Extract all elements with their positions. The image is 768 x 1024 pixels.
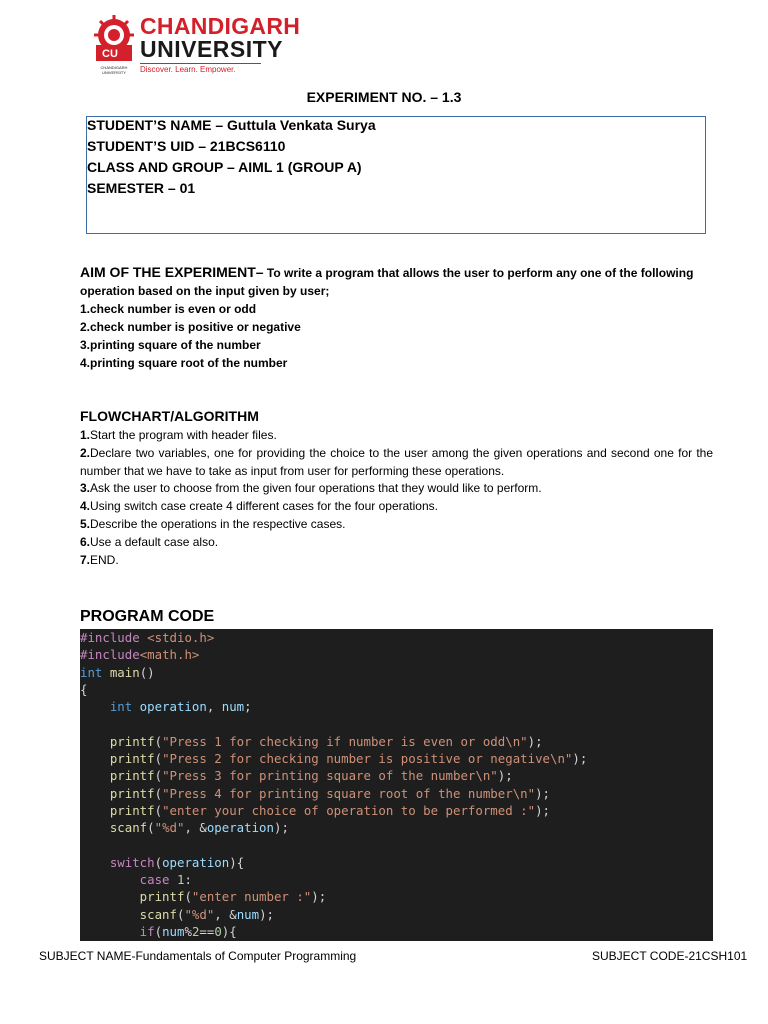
logo-emblem-subtext: CHANDIGARH UNIVERSITY [100,65,128,75]
code-line [80,733,713,750]
step-number: 3. [80,481,91,496]
step-number: 2. [80,445,91,460]
code-token: 0 [214,924,222,940]
code-token: ){ [221,924,237,940]
code-token: () [139,664,155,680]
code-line [80,698,713,715]
aim-item: 1.check number is even or odd [80,302,257,316]
algorithm-step [80,498,713,516]
code-token: ); [527,733,543,749]
code-token: <math.h> [139,647,200,663]
code-line [80,767,713,784]
code-token: % [184,924,192,940]
code-line [80,629,713,646]
code-token: "Press 4 for printing square root of the number\n" [162,785,536,801]
code-token: if [80,924,155,940]
algorithm-steps [80,427,713,569]
code-token: num [162,924,185,940]
code-token: ( [176,906,185,922]
code-token: ( [154,785,163,801]
aim-item: 4.printing square root of the number [80,356,288,370]
student-semester: SEMESTER – 01 [87,180,196,196]
code-token: printf [80,733,155,749]
code-token: "enter number :" [191,889,312,905]
code-token: ( [154,802,163,818]
code-token: "%d" [154,820,185,836]
code-token: printf [80,802,155,818]
code-token: int [80,699,133,715]
code-token: ); [497,768,513,784]
code-token: switch [80,854,155,870]
aim-heading: AIM OF THE EXPERIMENT– [80,264,264,280]
algorithm-step [80,445,713,481]
student-class-group: CLASS AND GROUP – AIML 1 (GROUP A) [87,159,362,175]
code-line [80,785,713,802]
code-token: printf [80,751,155,767]
code-line [80,802,713,819]
footer-subject-name: SUBJECT NAME-Fundamentals of Computer Programming [39,949,357,963]
code-token: , & [214,906,237,922]
code-token: "enter your choice of operation to be performed :" [162,802,536,818]
code-token: ); [535,802,550,818]
code-line [80,837,713,854]
code-line [80,871,713,888]
code-token: , [206,699,222,715]
code-token: operation [206,820,274,836]
logo-emblem-text: CU [102,48,118,60]
code-token: == [199,924,215,940]
code-token: ( [154,733,163,749]
student-info-box [86,116,706,234]
logo-name-line1: CHANDIGARH [140,13,301,39]
code-token: "%d" [184,906,215,922]
code-token: num [236,906,260,922]
code-token: operation [162,854,230,870]
code-token: "Press 1 for checking if number is even or odd\n" [162,733,528,749]
code-token: main [102,664,140,680]
code-token: ); [535,785,550,801]
step-text: Using switch case create 4 different cases for the four operations. [90,499,438,514]
code-token: "Press 2 for checking number is positive or negative\n" [162,751,573,767]
student-uid: STUDENT’S UID – 21BCS6110 [87,138,286,154]
code-line [80,681,713,698]
code-token: printf [80,889,185,905]
step-text: Use a default case also. [90,534,219,549]
code-line [80,906,713,923]
code-token: printf [80,768,155,784]
code-token: : [184,872,192,888]
code-token: scanf [80,820,148,836]
code-token: ); [273,820,289,836]
code-token: ); [572,751,588,767]
flowchart-heading: FLOWCHART/ALGORITHM [80,408,259,424]
aim-item: 2.check number is positive or negative [80,320,301,334]
algorithm-step [80,516,713,534]
experiment-title: EXPERIMENT NO. – 1.3 [306,89,462,105]
aim-item: 3.printing square of the number [80,338,261,352]
code-line [80,715,713,732]
code-token: #include [80,630,140,645]
program-code-heading: PROGRAM CODE [80,608,215,625]
code-token: int [80,664,103,680]
code-token: ; [244,699,252,715]
code-token: #include [80,647,140,663]
algorithm-step [80,534,713,552]
code-token: <stdio.h> [139,630,215,645]
code-token: , & [184,820,207,836]
logo-divider [140,63,261,64]
step-text: END. [90,552,119,567]
code-token: ( [154,768,163,784]
code-block [80,629,713,941]
code-line [80,854,713,871]
step-text: Ask the user to choose from the given four operations that they would like to perform. [90,481,542,496]
code-line [80,646,713,663]
code-token: ( [147,820,155,836]
aim-section [80,263,720,372]
code-token: ); [259,906,274,922]
code-line [80,819,713,836]
step-number: 4. [80,499,91,514]
step-number: 6. [80,534,91,549]
code-token: ){ [229,854,245,870]
code-token: printf [80,785,155,801]
algorithm-step [80,427,713,445]
code-token: scanf [80,906,177,922]
aim-paragraph [80,263,720,300]
code-token: 2 [191,924,200,940]
step-text: Describe the operations in the respective cases. [90,516,346,531]
aim-text: To write a program that allows the user to perform any one of the following operation based on the input given by user; [80,266,694,298]
logo-name-line2: UNIVERSITY [140,36,284,62]
student-name: STUDENT’S NAME – Guttula Venkata Surya [87,117,376,133]
code-line [80,888,713,905]
code-token: case [80,872,170,888]
step-text: Declare two variables, one for providing the choice to the user among the given operations and second one for the number that we have to take as input from user for performing these operations. [80,445,713,478]
code-token: { [80,681,88,697]
step-text: Start the program with header files. [90,428,277,442]
code-line [80,750,713,767]
code-token: num [221,699,245,715]
algorithm-step [80,480,713,498]
step-number: 7. [80,552,91,567]
step-number: 1. [80,428,91,442]
algorithm-step [80,552,713,570]
code-token: ( [154,924,163,940]
logo-tagline: Discover. Learn. Empower. [140,65,236,74]
code-token: 1 [169,872,185,888]
code-line [80,923,713,940]
code-token: operation [132,699,207,715]
footer-subject-code: SUBJECT CODE-21CSH101 [592,949,748,963]
code-token: ( [184,889,192,905]
code-token: ( [154,854,163,870]
code-line [80,664,713,681]
code-token: ( [154,751,163,767]
step-number: 5. [80,516,91,531]
university-logo [93,13,301,76]
code-token: "Press 3 for printing square of the number\n" [162,768,498,784]
code-token: ); [311,889,327,905]
